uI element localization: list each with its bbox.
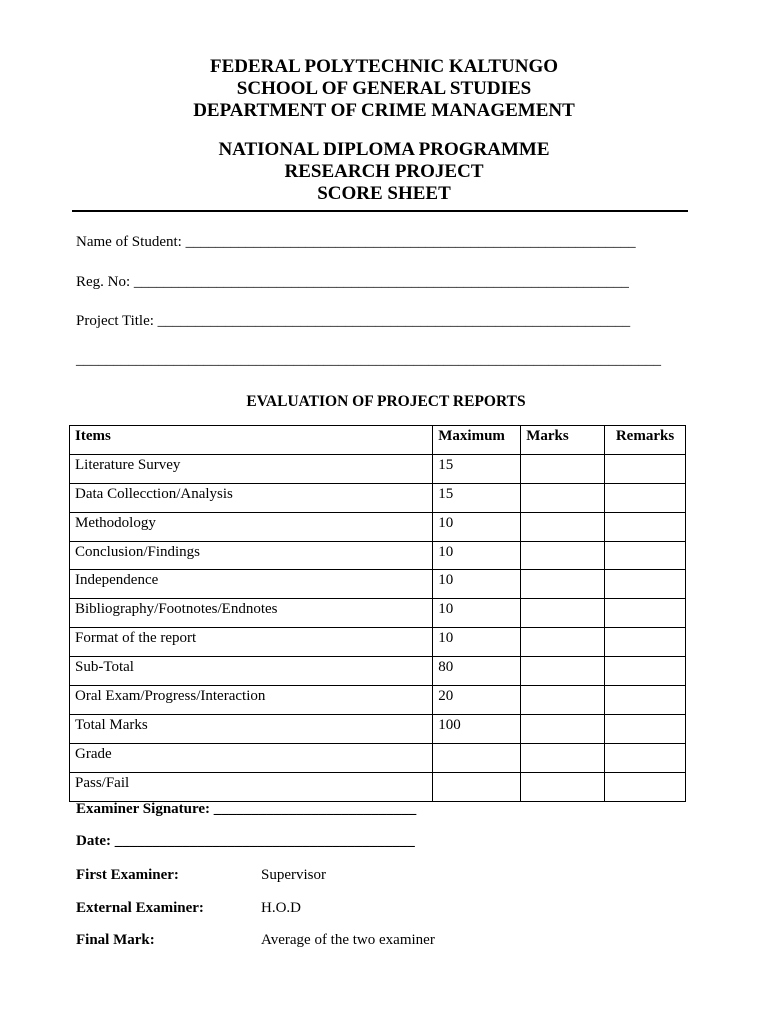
- department-name: DEPARTMENT OF CRIME MANAGEMENT: [193, 100, 575, 121]
- marks-cell[interactable]: [521, 483, 605, 512]
- item-cell: Total Marks: [70, 714, 433, 743]
- remarks-cell[interactable]: [605, 454, 686, 483]
- item-cell: Format of the report: [70, 628, 433, 657]
- table-row: [70, 772, 686, 801]
- marks-cell[interactable]: [521, 772, 605, 801]
- item-cell: Sub-Total: [70, 657, 433, 686]
- column-header-marks: Marks: [521, 426, 605, 455]
- institution-name: FEDERAL POLYTECHNIC KALTUNGO: [209, 56, 559, 77]
- remarks-cell[interactable]: [605, 512, 686, 541]
- remarks-cell[interactable]: [605, 570, 686, 599]
- marks-cell[interactable]: [521, 743, 605, 772]
- item-cell: Grade: [70, 743, 433, 772]
- maximum-cell: [433, 743, 521, 772]
- maximum-cell: 10: [433, 599, 521, 628]
- final-mark-value: Average of the two examiner: [261, 932, 435, 948]
- remarks-cell[interactable]: [605, 714, 686, 743]
- maximum-cell: 100: [433, 714, 521, 743]
- marks-cell[interactable]: [521, 512, 605, 541]
- table-row: [70, 628, 686, 657]
- evaluation-title: EVALUATION OF PROJECT REPORTS: [246, 393, 526, 410]
- remarks-cell[interactable]: [605, 686, 686, 715]
- marks-cell[interactable]: [521, 454, 605, 483]
- maximum-cell: 10: [433, 570, 521, 599]
- school-name: SCHOOL OF GENERAL STUDIES: [236, 78, 532, 99]
- maximum-cell: 20: [433, 686, 521, 715]
- item-cell: Methodology: [70, 512, 433, 541]
- project-heading: RESEARCH PROJECT: [284, 161, 484, 182]
- table-row: [70, 483, 686, 512]
- table-row: [70, 657, 686, 686]
- remarks-cell[interactable]: [605, 743, 686, 772]
- item-cell: Data Collecction/Analysis: [70, 483, 433, 512]
- maximum-cell: 15: [433, 483, 521, 512]
- item-cell: Oral Exam/Progress/Interaction: [70, 686, 433, 715]
- examiner-signature-field: Examiner Signature: ___________________________: [76, 801, 417, 817]
- table-row: [70, 714, 686, 743]
- item-cell: Pass/Fail: [70, 772, 433, 801]
- table-row: [70, 686, 686, 715]
- column-header-items: Items: [70, 426, 433, 455]
- marks-cell[interactable]: [521, 541, 605, 570]
- maximum-cell: [433, 772, 521, 801]
- remarks-cell[interactable]: [605, 483, 686, 512]
- column-header-remarks: Remarks: [605, 426, 686, 455]
- first-examiner-label: First Examiner:: [76, 867, 179, 883]
- table-row: [70, 743, 686, 772]
- marks-cell[interactable]: [521, 686, 605, 715]
- reg-no-field: Reg. No: __________________________________________________________________: [76, 274, 629, 290]
- maximum-cell: 10: [433, 512, 521, 541]
- table-row: [70, 512, 686, 541]
- table-row: [70, 454, 686, 483]
- maximum-cell: 10: [433, 628, 521, 657]
- maximum-cell: 80: [433, 657, 521, 686]
- remarks-cell[interactable]: [605, 541, 686, 570]
- table-row: [70, 541, 686, 570]
- item-cell: Independence: [70, 570, 433, 599]
- item-cell: Bibliography/Footnotes/Endnotes: [70, 599, 433, 628]
- remarks-cell[interactable]: [605, 772, 686, 801]
- final-mark-label: Final Mark:: [76, 932, 155, 948]
- remarks-cell[interactable]: [605, 657, 686, 686]
- project-title-continuation: ______________________________________________________________________________: [76, 352, 661, 368]
- project-title-field: Project Title: _______________________________________________________________: [76, 313, 631, 329]
- score-table: [69, 425, 686, 802]
- external-examiner-label: External Examiner:: [76, 900, 204, 916]
- marks-cell[interactable]: [521, 657, 605, 686]
- first-examiner-value: Supervisor: [261, 867, 326, 883]
- remarks-cell[interactable]: [605, 599, 686, 628]
- programme-name: NATIONAL DIPLOMA PROGRAMME: [218, 139, 550, 160]
- table-row: [70, 599, 686, 628]
- marks-cell[interactable]: [521, 570, 605, 599]
- marks-cell[interactable]: [521, 599, 605, 628]
- date-field: Date: ________________________________________: [76, 833, 415, 849]
- marks-cell[interactable]: [521, 714, 605, 743]
- sheet-title: SCORE SHEET: [317, 183, 451, 204]
- item-cell: Literature Survey: [70, 454, 433, 483]
- item-cell: Conclusion/Findings: [70, 541, 433, 570]
- table-row: [70, 570, 686, 599]
- marks-cell[interactable]: [521, 628, 605, 657]
- maximum-cell: 15: [433, 454, 521, 483]
- column-header-maximum: Maximum: [433, 426, 521, 455]
- maximum-cell: 10: [433, 541, 521, 570]
- remarks-cell[interactable]: [605, 628, 686, 657]
- table-header-row: [70, 426, 686, 455]
- student-name-field: Name of Student: ____________________________________________________________: [76, 234, 636, 250]
- external-examiner-value: H.O.D: [261, 900, 301, 916]
- header-divider: [72, 210, 688, 212]
